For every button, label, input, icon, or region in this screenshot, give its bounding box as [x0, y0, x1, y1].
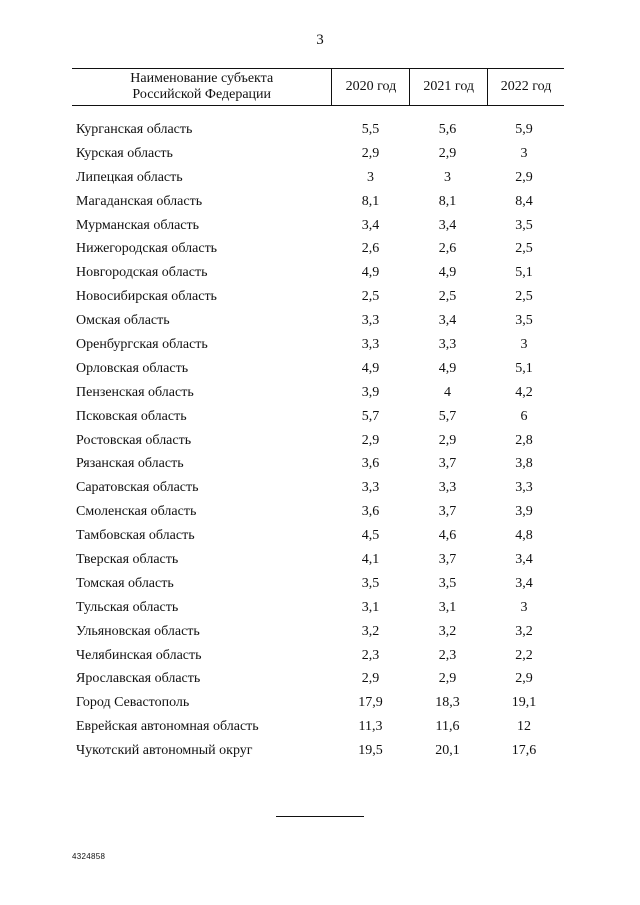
table-row — [72, 452, 564, 476]
value-cell-2021: 4,9 — [438, 265, 457, 281]
table-row — [72, 309, 564, 333]
header-year-2020: 2020 год — [331, 69, 409, 105]
value-cell-2021: 4,6 — [438, 528, 457, 544]
value-cell-2021: 3,7 — [438, 551, 457, 567]
table-row — [72, 357, 564, 381]
region-name-cell: Пензенская область — [76, 384, 194, 400]
region-name-cell: Еврейская автономная область — [76, 719, 259, 735]
region-name-cell: Челябинская область — [76, 647, 202, 663]
table-row — [72, 285, 564, 309]
value-cell-2021: 3,5 — [438, 575, 457, 591]
value-cell-2022: 3,3 — [515, 480, 533, 496]
value-cell-2022: 3,4 — [515, 575, 533, 591]
table-row — [72, 333, 564, 357]
value-cell-2020: 4,1 — [361, 551, 380, 567]
value-cell-2021: 3,7 — [438, 504, 457, 520]
value-cell-2020: 3,2 — [361, 623, 380, 639]
value-cell-2021: 18,3 — [435, 695, 460, 711]
table-row — [72, 405, 564, 429]
table-row — [72, 715, 564, 739]
table-row — [72, 381, 564, 405]
table-row — [72, 572, 564, 596]
value-cell-2020: 3,5 — [361, 575, 380, 591]
value-cell-2022: 3,4 — [515, 551, 533, 567]
region-name-cell: Саратовская область — [76, 480, 199, 496]
region-name-cell: Курганская область — [76, 121, 193, 137]
value-cell-2020: 17,9 — [358, 695, 383, 711]
value-cell-2020: 3,3 — [361, 480, 380, 496]
value-cell-2022: 6 — [520, 408, 528, 424]
header-year-2021: 2021 год — [409, 69, 487, 105]
value-cell-2022: 4,2 — [515, 384, 533, 400]
value-cell-2021: 8,1 — [438, 193, 457, 209]
value-cell-2020: 19,5 — [358, 743, 383, 759]
value-cell-2022: 5,1 — [515, 360, 533, 376]
value-cell-2020: 8,1 — [361, 193, 380, 209]
value-cell-2020: 2,3 — [361, 647, 380, 663]
value-cell-2022: 17,6 — [511, 743, 537, 759]
value-cell-2021: 3,3 — [438, 336, 457, 352]
value-cell-2022: 3,5 — [515, 313, 533, 329]
value-cell-2020: 3,3 — [361, 336, 380, 352]
value-cell-2020: 3,3 — [361, 313, 380, 329]
region-name-cell: Томская область — [76, 575, 174, 591]
value-cell-2020: 4,9 — [361, 265, 380, 281]
region-name-cell: Тульская область — [76, 599, 179, 615]
document-code: 4324858 — [72, 852, 106, 861]
value-cell-2021: 2,6 — [438, 241, 457, 257]
value-cell-2020: 3,1 — [361, 599, 380, 615]
value-cell-2020: 3,6 — [361, 504, 380, 520]
table-row — [72, 429, 564, 453]
value-cell-2022: 5,1 — [515, 265, 533, 281]
region-name-cell: Магаданская область — [76, 193, 203, 209]
table-row — [72, 667, 564, 691]
value-cell-2020: 5,7 — [361, 408, 380, 424]
value-cell-2020: 4,5 — [361, 528, 380, 544]
footer-divider — [276, 816, 364, 817]
value-cell-2022: 12 — [517, 719, 531, 735]
value-cell-2020: 3 — [367, 169, 374, 185]
value-cell-2021: 20,1 — [435, 743, 460, 759]
table-row — [72, 739, 564, 763]
table-body — [72, 118, 564, 763]
value-cell-2021: 2,3 — [438, 647, 457, 663]
region-name-cell: Омская область — [76, 313, 170, 329]
value-cell-2022: 2,9 — [515, 169, 533, 185]
table-row — [72, 476, 564, 500]
region-name-cell: Ульяновская область — [76, 623, 200, 639]
value-cell-2021: 3,4 — [438, 313, 457, 329]
table-row — [72, 596, 564, 620]
value-cell-2022: 2,9 — [515, 671, 533, 687]
table-row — [72, 691, 564, 715]
table-row — [72, 548, 564, 572]
region-name-cell: Рязанская область — [76, 456, 184, 472]
value-cell-2022: 3 — [520, 336, 528, 352]
table-row — [72, 166, 564, 190]
value-cell-2020: 2,9 — [361, 145, 380, 161]
value-cell-2022: 5,9 — [515, 121, 533, 137]
value-cell-2022: 19,1 — [511, 695, 537, 711]
region-name-cell: Орловская область — [76, 360, 189, 376]
table-row — [72, 190, 564, 214]
value-cell-2021: 3,4 — [438, 217, 457, 233]
table-row — [72, 142, 564, 166]
value-cell-2021: 2,9 — [438, 432, 457, 448]
region-name-cell: Чукотский автономный округ — [76, 743, 253, 759]
region-name-cell: Новгородская область — [76, 265, 208, 281]
region-name-cell: Липецкая область — [76, 169, 183, 185]
value-cell-2021: 3,7 — [438, 456, 457, 472]
value-cell-2021: 4 — [444, 384, 451, 400]
value-cell-2022: 2,2 — [515, 647, 533, 663]
region-name-cell: Тверская область — [76, 551, 179, 567]
value-cell-2021: 2,5 — [438, 289, 457, 305]
value-cell-2020: 2,5 — [361, 289, 380, 305]
region-name-cell: Ростовская область — [76, 432, 192, 448]
region-name-cell: Нижегородская область — [76, 241, 218, 257]
region-name-cell: Мурманская область — [76, 217, 200, 233]
table-row — [72, 214, 564, 238]
value-cell-2020: 3,4 — [361, 217, 380, 233]
region-name-cell: Новосибирская область — [76, 289, 217, 305]
value-cell-2022: 4,8 — [515, 528, 533, 544]
table-row — [72, 118, 564, 142]
value-cell-2021: 3,1 — [438, 599, 457, 615]
region-name-cell: Ярославская область — [76, 671, 201, 687]
region-name-cell: Город Севастополь — [76, 695, 190, 711]
value-cell-2022: 3,2 — [515, 623, 533, 639]
region-name-cell: Тамбовская область — [76, 528, 195, 544]
value-cell-2020: 2,9 — [361, 432, 380, 448]
region-name-cell: Оренбургская область — [76, 336, 208, 352]
region-name-cell: Псковская область — [76, 408, 187, 424]
header-year-2022: 2022 год — [487, 69, 564, 105]
region-name-cell: Курская область — [76, 145, 173, 161]
header-region-name-line2: Российской Федерации — [132, 87, 272, 102]
value-cell-2020: 11,3 — [358, 719, 383, 735]
value-cell-2022: 2,8 — [515, 432, 533, 448]
value-cell-2020: 2,9 — [361, 671, 380, 687]
value-cell-2021: 4,9 — [438, 360, 457, 376]
value-cell-2022: 3,8 — [515, 456, 533, 472]
value-cell-2022: 8,4 — [515, 193, 533, 209]
header-region-name — [72, 69, 331, 105]
value-cell-2022: 3,9 — [515, 504, 533, 520]
table-row — [72, 620, 564, 644]
page-number: 3 — [316, 32, 324, 48]
value-cell-2022: 3 — [520, 599, 528, 615]
value-cell-2021: 11,6 — [435, 719, 460, 735]
table-row — [72, 500, 564, 524]
value-cell-2021: 3,3 — [438, 480, 457, 496]
table-header — [72, 68, 564, 106]
table-row — [72, 237, 564, 261]
value-cell-2021: 2,9 — [438, 145, 457, 161]
value-cell-2020: 3,9 — [361, 384, 380, 400]
value-cell-2020: 2,6 — [361, 241, 380, 257]
value-cell-2021: 3 — [444, 169, 451, 185]
value-cell-2022: 3,5 — [515, 217, 533, 233]
table-row — [72, 261, 564, 285]
table-row — [72, 524, 564, 548]
region-name-cell: Смоленская область — [76, 504, 197, 520]
value-cell-2020: 3,6 — [361, 456, 380, 472]
value-cell-2022: 2,5 — [515, 241, 533, 257]
header-region-name-line1: Наименование субъекта — [130, 71, 274, 86]
value-cell-2022: 2,5 — [515, 289, 533, 305]
value-cell-2021: 2,9 — [438, 671, 457, 687]
value-cell-2020: 5,5 — [361, 121, 380, 137]
value-cell-2021: 3,2 — [438, 623, 457, 639]
value-cell-2021: 5,6 — [438, 121, 457, 137]
value-cell-2021: 5,7 — [438, 408, 457, 424]
value-cell-2022: 3 — [520, 145, 528, 161]
value-cell-2020: 4,9 — [361, 360, 380, 376]
table-row — [72, 644, 564, 668]
